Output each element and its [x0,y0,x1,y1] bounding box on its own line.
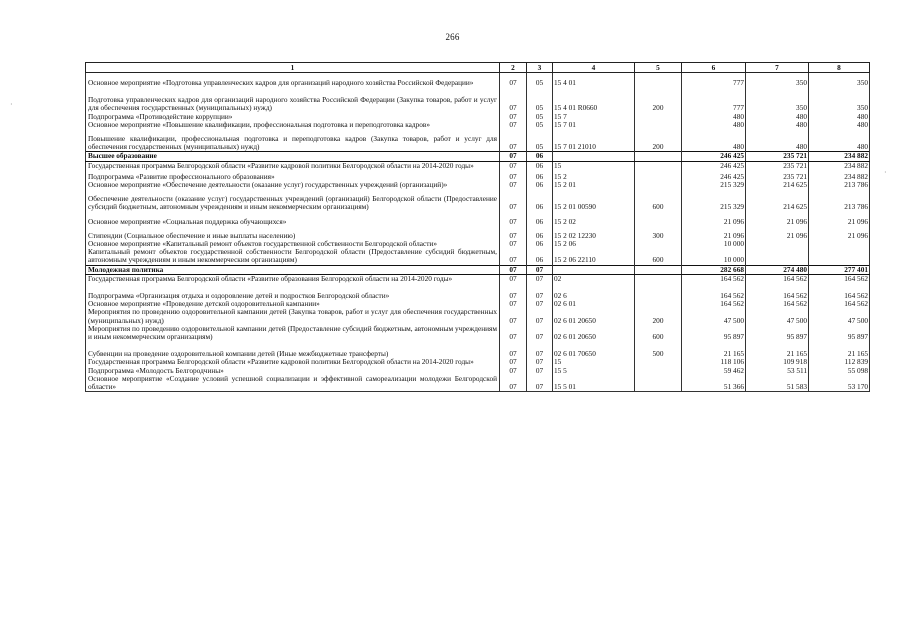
table-row [86,189,870,211]
scan-speck: · [884,168,887,177]
amount-year-1: 118 106 [682,358,746,366]
section-code: 07 [500,358,527,366]
target-article-code [553,152,635,161]
subsection-code: 05 [527,73,553,88]
row-name: Основное мероприятие «Социальная поддержка обучающихся» [86,212,500,226]
section-code: 07 [500,265,527,274]
subsection-code: 05 [527,113,553,121]
amount-year-2: 47 500 [746,308,809,324]
amount-year-1: 215 329 [682,189,746,211]
table-row [86,181,870,189]
amount-year-3 [809,240,870,248]
section-code: 07 [500,152,527,161]
row-name: Подпрограмма «Противодействие коррупции» [86,113,500,121]
section-code: 07 [500,341,527,358]
target-article-code: 02 6 [553,283,635,300]
amount-year-1: 480 [682,113,746,121]
amount-year-1: 480 [682,129,746,152]
target-article-code: 15 7 [553,113,635,121]
target-article-code: 15 2 01 [553,181,635,189]
table-row [86,113,870,121]
column-header: 1 [86,63,500,73]
row-name: Мероприятия по проведению оздоровительной кампании детей (Предоставление субсидий бюджетным, автономным учреждениям и иным некоммерческим организациям) [86,325,500,341]
subsection-code: 07 [527,265,553,274]
amount-year-1: 480 [682,121,746,129]
expense-type-code [635,161,682,170]
table-row [86,325,870,341]
target-article-code: 02 6 01 20650 [553,325,635,341]
target-article-code: 15 5 [553,367,635,375]
target-article-code: 15 2 02 12230 [553,226,635,240]
table-row [86,358,870,366]
table-body [86,73,870,392]
amount-year-1: 51 366 [682,375,746,392]
row-name: Подпрограмма «Молодость Белгородчины» [86,367,500,375]
expense-type-code [635,300,682,308]
amount-year-3: 21 165 [809,341,870,358]
row-name: Субвенции на проведение оздоровительной компании детей (Иные межбюджетные трансферты) [86,341,500,358]
amount-year-3: 234 882 [809,161,870,170]
expense-type-code [635,283,682,300]
amount-year-3: 112 839 [809,358,870,366]
expense-type-code [635,358,682,366]
column-number-header-row [86,63,870,73]
row-name: Государственная программа Белгородской области «Развитие кадровой политики Белгородской области на 2014-2020 годы» [86,358,500,366]
target-article-code: 15 2 [553,170,635,181]
amount-year-1: 246 425 [682,170,746,181]
subsection-code: 07 [527,308,553,324]
section-code: 07 [500,121,527,129]
amount-year-3: 55 098 [809,367,870,375]
amount-year-2: 109 918 [746,358,809,366]
subsection-code: 06 [527,240,553,248]
column-header: 7 [746,63,809,73]
expense-type-code: 500 [635,341,682,358]
amount-year-1: 164 562 [682,283,746,300]
amount-year-2: 51 583 [746,375,809,392]
section-code: 07 [500,300,527,308]
target-article-code: 15 4 01 [553,73,635,88]
subsection-code: 07 [527,375,553,392]
amount-year-2: 274 480 [746,265,809,274]
amount-year-3: 95 897 [809,325,870,341]
amount-year-2: 350 [746,87,809,112]
amount-year-1: 282 668 [682,265,746,274]
expense-type-code [635,212,682,226]
amount-year-2: 235 721 [746,170,809,181]
column-header: 5 [635,63,682,73]
subsection-code: 05 [527,121,553,129]
amount-year-2: 235 721 [746,161,809,170]
table-row [86,129,870,152]
section-code: 07 [500,248,527,265]
subsection-code: 05 [527,87,553,112]
amount-year-2: 480 [746,121,809,129]
row-name: Основное мероприятие «Обеспечение деятельности (оказание услуг) государственных учреждений (организаций)» [86,181,500,189]
row-name: Подпрограмма «Организация отдыха и оздоровление детей и подростков Белгородской области» [86,283,500,300]
subsection-code: 07 [527,367,553,375]
table-row [86,226,870,240]
amount-year-2: 164 562 [746,274,809,283]
table-row [86,300,870,308]
subsection-code: 07 [527,325,553,341]
row-name: Основное мероприятие «Капитальный ремонт объектов государственной собственности Белгородской области» [86,240,500,248]
section-code: 07 [500,308,527,324]
amount-year-1: 95 897 [682,325,746,341]
expense-type-code [635,274,682,283]
amount-year-2: 480 [746,129,809,152]
target-article-code: 15 2 06 22110 [553,248,635,265]
amount-year-3: 47 500 [809,308,870,324]
expense-type-code [635,367,682,375]
target-article-code: 02 6 01 [553,300,635,308]
amount-year-2: 480 [746,113,809,121]
subsection-code: 06 [527,212,553,226]
amount-year-1: 21 165 [682,341,746,358]
expense-type-code [635,170,682,181]
subsection-code: 06 [527,181,553,189]
target-article-code: 15 7 01 [553,121,635,129]
expense-type-code: 200 [635,87,682,112]
table-row [86,170,870,181]
column-header: 4 [553,63,635,73]
amount-year-2: 235 721 [746,152,809,161]
amount-year-3: 350 [809,73,870,88]
scan-speck: · [10,100,13,109]
amount-year-3: 234 882 [809,152,870,161]
amount-year-1: 21 096 [682,226,746,240]
target-article-code: 02 [553,274,635,283]
amount-year-3: 21 096 [809,226,870,240]
amount-year-2 [746,248,809,265]
expense-type-code [635,265,682,274]
expense-type-code [635,113,682,121]
amount-year-3: 480 [809,129,870,152]
table-row [86,73,870,88]
expense-type-code: 200 [635,308,682,324]
expense-type-code: 600 [635,248,682,265]
amount-year-2: 214 625 [746,189,809,211]
expense-type-code [635,152,682,161]
amount-year-3: 213 786 [809,189,870,211]
subsection-code: 07 [527,283,553,300]
amount-year-2: 214 625 [746,181,809,189]
row-name: Капитальный ремонт объектов государственной собственности Белгородской области (Предоставление субсидий бюджетным, автономным учреждениям и иным некоммерческим организациям) [86,248,500,265]
amount-year-3: 53 170 [809,375,870,392]
section-code: 07 [500,189,527,211]
row-name: Основное мероприятие «Повышение квалификации, профессиональная подготовка и переподготовка кадров» [86,121,500,129]
section-code: 07 [500,240,527,248]
section-code: 07 [500,129,527,152]
column-header: 8 [809,63,870,73]
amount-year-2: 53 511 [746,367,809,375]
table-row [86,121,870,129]
table-row [86,283,870,300]
amount-year-2: 164 562 [746,300,809,308]
table-row [86,308,870,324]
expense-type-code [635,121,682,129]
subsection-code: 06 [527,161,553,170]
row-name: Повышение квалификации, профессиональная подготовка и переподготовка кадров (Закупка товаров, работ и услуг для обеспечения государственных (муниципальных) нужд) [86,129,500,152]
subsection-code: 06 [527,226,553,240]
amount-year-3: 164 562 [809,283,870,300]
table-row [86,240,870,248]
amount-year-1: 246 425 [682,161,746,170]
target-article-code: 15 5 01 [553,375,635,392]
amount-year-1: 47 500 [682,308,746,324]
page-number: 266 [445,32,460,42]
subsection-code: 06 [527,152,553,161]
row-name: Государственная программа Белгородской области «Развитие образования Белгородской области на 2014-2020 годы» [86,274,500,283]
target-article-code [553,265,635,274]
row-name: Основное мероприятие «Подготовка управленческих кадров для организаций народного хозяйства Российской Федерации» [86,73,500,88]
amount-year-1: 21 096 [682,212,746,226]
row-name: Государственная программа Белгородской области «Развитие кадровой политики Белгородской области на 2014-2020 годы» [86,161,500,170]
budget-table [85,62,870,392]
amount-year-1: 59 462 [682,367,746,375]
expense-type-code: 600 [635,189,682,211]
section-code: 07 [500,113,527,121]
section-total-row [86,152,870,161]
amount-year-3: 21 096 [809,212,870,226]
section-code: 07 [500,283,527,300]
section-code: 07 [500,367,527,375]
expense-type-code [635,181,682,189]
amount-year-2: 95 897 [746,325,809,341]
subsection-code: 07 [527,341,553,358]
target-article-code: 15 [553,161,635,170]
amount-year-1: 164 562 [682,274,746,283]
section-total-row [86,265,870,274]
table-row [86,341,870,358]
section-code: 07 [500,161,527,170]
section-code: 07 [500,87,527,112]
amount-year-3: 480 [809,121,870,129]
row-name: Основное мероприятие «Проведение детской оздоровительной кампании» [86,300,500,308]
section-code: 07 [500,274,527,283]
amount-year-3: 164 562 [809,274,870,283]
amount-year-1: 10 000 [682,248,746,265]
row-name: Основное мероприятие «Создание условий успешной социализации и эффективной самореализации молодежи Белгородской области» [86,375,500,392]
amount-year-2: 21 165 [746,341,809,358]
amount-year-3: 350 [809,87,870,112]
amount-year-2: 350 [746,73,809,88]
amount-year-3: 277 401 [809,265,870,274]
amount-year-1: 164 562 [682,300,746,308]
section-code: 07 [500,325,527,341]
subsection-code: 06 [527,248,553,265]
amount-year-3 [809,248,870,265]
amount-year-2: 164 562 [746,283,809,300]
amount-year-2: 21 096 [746,212,809,226]
section-code: 07 [500,375,527,392]
expense-type-code [635,73,682,88]
row-name: Высшее образование [86,152,500,161]
amount-year-3: 234 882 [809,170,870,181]
expense-type-code: 200 [635,129,682,152]
row-name: Подпрограмма «Развитие профессионального образования» [86,170,500,181]
table-row [86,248,870,265]
target-article-code: 15 4 01 R0660 [553,87,635,112]
target-article-code: 15 2 01 00590 [553,189,635,211]
amount-year-3: 480 [809,113,870,121]
subsection-code: 07 [527,300,553,308]
amount-year-1: 215 329 [682,181,746,189]
amount-year-2 [746,240,809,248]
table-row [86,87,870,112]
expense-type-code [635,240,682,248]
table-row [86,161,870,170]
subsection-code: 06 [527,170,553,181]
subsection-code: 05 [527,129,553,152]
column-header: 6 [682,63,746,73]
table-row [86,212,870,226]
section-code: 07 [500,226,527,240]
subsection-code: 07 [527,274,553,283]
row-name: Обеспечение деятельности (оказание услуг) государственных учреждений (организаций) Белгородской области (Предоставление субсидий бюджетным, автономным учреждениям и иным некоммерческим организациям) [86,189,500,211]
amount-year-1: 246 425 [682,152,746,161]
row-name: Стипендии (Социальное обеспечение и иные выплаты населению) [86,226,500,240]
expense-type-code: 300 [635,226,682,240]
expense-type-code: 600 [635,325,682,341]
amount-year-1: 777 [682,73,746,88]
amount-year-1: 777 [682,87,746,112]
row-name: Подготовка управленческих кадров для организаций народного хозяйства Российской Федерации (Закупка товаров, работ и услуг для обеспечения государственных (муниципальных) нужд) [86,87,500,112]
target-article-code: 15 7 01 21010 [553,129,635,152]
target-article-code: 15 [553,358,635,366]
row-name: Молодежная политика [86,265,500,274]
section-code: 07 [500,73,527,88]
column-header: 3 [527,63,553,73]
table-row [86,375,870,392]
row-name: Мероприятия по проведению оздоровительной кампании детей (Закупка товаров, работ и услуг для обеспечения государственных (муниципальных) нужд) [86,308,500,324]
target-article-code: 15 2 06 [553,240,635,248]
subsection-code: 07 [527,358,553,366]
table-row [86,367,870,375]
column-header: 2 [500,63,527,73]
table-row [86,274,870,283]
amount-year-3: 213 786 [809,181,870,189]
target-article-code: 02 6 01 20650 [553,308,635,324]
section-code: 07 [500,170,527,181]
target-article-code: 15 2 02 [553,212,635,226]
target-article-code: 02 6 01 70650 [553,341,635,358]
amount-year-1: 10 000 [682,240,746,248]
expense-type-code [635,375,682,392]
section-code: 07 [500,181,527,189]
subsection-code: 06 [527,189,553,211]
amount-year-3: 164 562 [809,300,870,308]
section-code: 07 [500,212,527,226]
amount-year-2: 21 096 [746,226,809,240]
